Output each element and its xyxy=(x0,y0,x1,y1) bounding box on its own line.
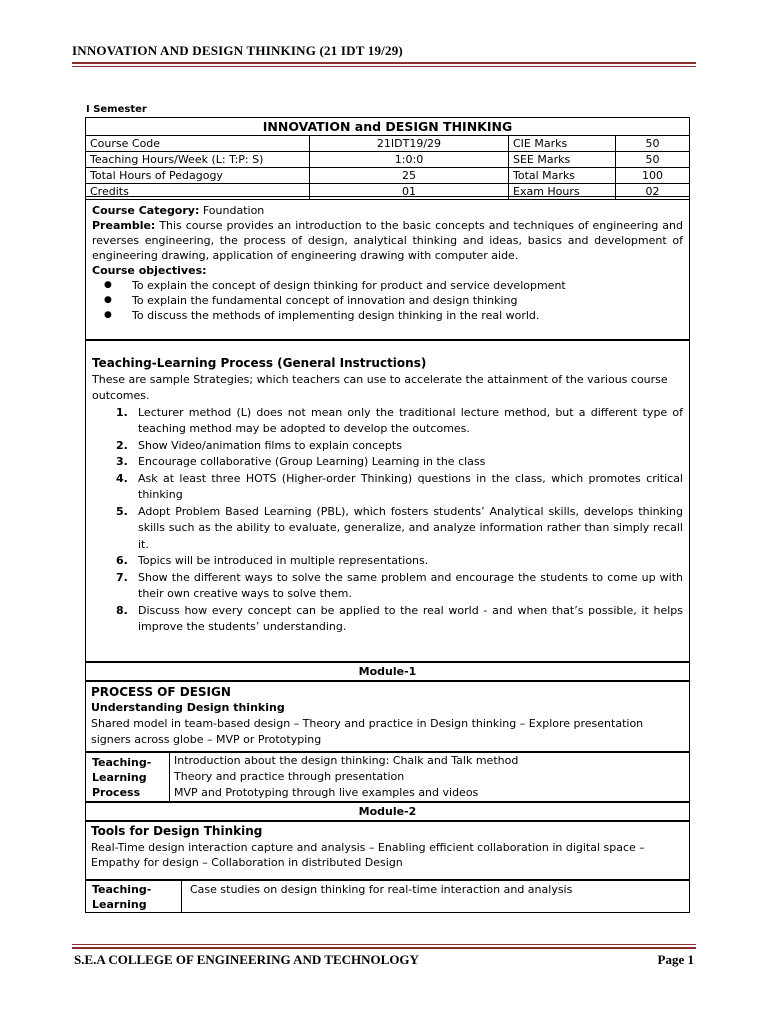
list-item: 6. Topics will be introduced in multiple representations. xyxy=(116,554,429,567)
module-2-text: Real-Time design interaction capture and analysis – Enabling efficient collaboration in digital space – Empathy for design – Collaboration in distributed Design xyxy=(91,840,645,869)
objectives-list xyxy=(92,278,683,323)
footer-college: S.E.A COLLEGE OF ENGINEERING AND TECHNOLOGY xyxy=(74,952,419,967)
module-1-tlp xyxy=(85,752,690,802)
list-item: 8. Discuss how every concept can be applied to the real world - and when that’s possible, it helps improve the students’ understanding. xyxy=(116,603,683,633)
table-row: Teaching Hours/Week (L: T:P: S) 1:0:0 SEE Marks 50 xyxy=(86,152,690,168)
footer-rule-thin xyxy=(72,944,696,945)
module-2-tlp-label: Teaching-Learning xyxy=(86,881,182,912)
list-item: 7. Show the different ways to solve the same problem and encourage the students to come up with their own creative ways to solve them. xyxy=(116,570,683,600)
tlp-heading: Teaching-Learning Process (General Instructions) xyxy=(92,356,427,370)
table-row: Total Hours of Pedagogy 25 Total Marks 100 xyxy=(86,168,690,184)
list-item: Case studies on design thinking for real-time interaction and analysis xyxy=(190,883,573,896)
list-item: ● To discuss the methods of implementing design thinking in the real world. xyxy=(118,308,683,323)
list-item: Introduction about the design thinking: Chalk and Talk method xyxy=(174,754,519,767)
module-2-title: Tools for Design Thinking xyxy=(91,824,263,838)
list-item: 3. Encourage collaborative (Group Learning) Learning in the class xyxy=(116,455,486,468)
module-2-heading: Module-2 xyxy=(85,802,690,821)
page-number: Page 1 xyxy=(657,952,694,967)
module-1-heading: Module-1 xyxy=(85,662,690,681)
module-1-title: PROCESS OF DESIGN xyxy=(91,685,231,699)
preamble: Preamble: This course provides an introduction to the basic concepts and techniques of engineering and reverses engineering, the process of design, analytical thinking and ideas, basics and development of engineering drawing, application of engineering drawing with computer aide. xyxy=(92,219,683,262)
list-item: 5. Adopt Problem Based Learning (PBL), which fosters students’ Analytical skills, develops thinking skills such as the ability to evaluate, generalize, and analyze information rather than simply recall it. xyxy=(116,504,683,551)
tlp-intro: These are sample Strategies; which teachers can use to accelerate the attainment of the various course outcomes. xyxy=(92,372,668,402)
course-title: INNOVATION and DESIGN THINKING xyxy=(86,118,690,136)
module-1-text: Shared model in team-based design – Theory and practice in Design thinking – Explore presentation signers across globe – MVP or Prototyping xyxy=(91,717,644,746)
list-item: 1. Lecturer method (L) does not mean only the traditional lecture method, but a different type of teaching method may be adopted to develop the outcomes. xyxy=(116,405,683,435)
module-1-subtitle: Understanding Design thinking xyxy=(91,701,285,714)
list-item: MVP and Prototyping through live examples and videos xyxy=(174,786,479,799)
semester-label: I Semester xyxy=(86,104,147,115)
module-1-tlp-label: Teaching-Learning Process xyxy=(86,753,170,801)
list-item: 2. Show Video/animation films to explain concepts xyxy=(116,438,402,452)
list-item: 4. Ask at least three HOTS (Higher-order Thinking) questions in the class, which promotes critical thinking xyxy=(116,471,683,501)
tlp-list xyxy=(92,405,683,636)
module-1-content xyxy=(85,681,690,752)
course-info-table xyxy=(85,117,690,200)
footer-rule xyxy=(72,947,696,949)
list-item: ● To explain the fundamental concept of innovation and design thinking xyxy=(118,293,683,308)
header-rule xyxy=(72,62,696,64)
module-2-content xyxy=(85,821,690,880)
table-row: Course Code 21IDT19/29 CIE Marks 50 xyxy=(86,136,690,152)
table-row: Credits 01 Exam Hours 02 xyxy=(86,184,690,200)
header-rule-thin xyxy=(72,66,696,67)
module-2-tlp xyxy=(85,880,690,913)
course-category: Course Category: Foundation xyxy=(92,204,265,217)
list-item: Theory and practice through presentation xyxy=(174,770,405,783)
running-header: INNOVATION AND DESIGN THINKING (21 IDT 19/29) xyxy=(72,43,403,58)
objectives-heading: Course objectives: xyxy=(92,264,207,277)
teaching-learning-section xyxy=(85,340,690,662)
course-overview-section xyxy=(85,196,690,340)
list-item: ● To explain the concept of design thinking for product and service development xyxy=(118,278,683,293)
